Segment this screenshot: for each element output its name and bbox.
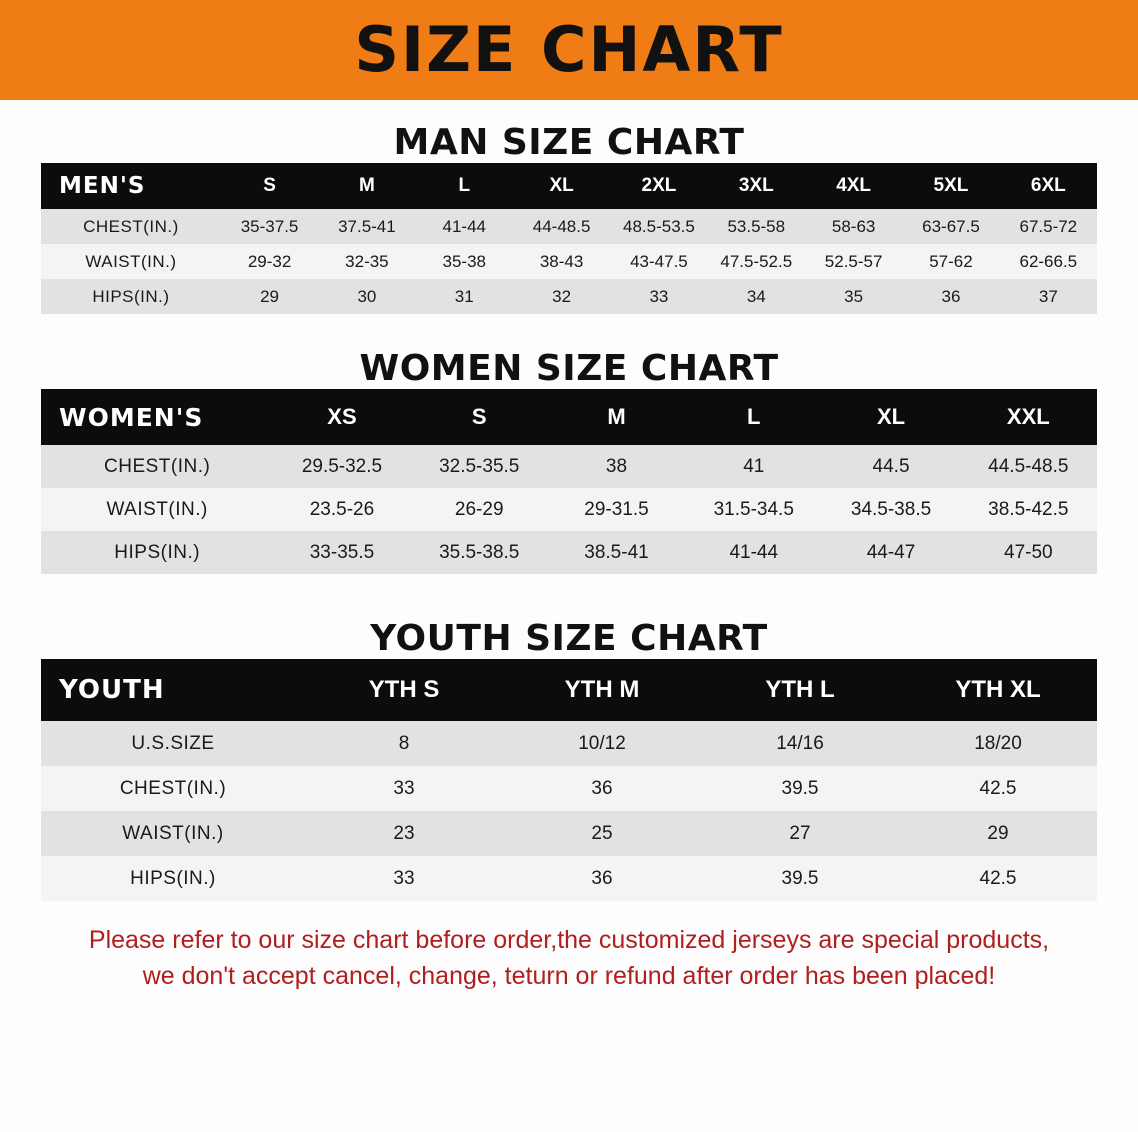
table-cell: 25 — [591, 822, 613, 844]
table-cell: 34 — [746, 286, 766, 306]
table-cell: 37.5-41 — [338, 216, 396, 236]
table-cell: 53.5-58 — [727, 216, 786, 236]
table-row — [41, 488, 1097, 531]
table-cell: 29-32 — [247, 251, 292, 271]
table-cell: 26-29 — [454, 498, 504, 520]
women-section-heading: WOMEN SIZE CHART — [359, 348, 779, 389]
table-cell: 44-47 — [866, 541, 916, 563]
row-label: HIPS(IN.) — [114, 541, 201, 563]
table-row — [41, 811, 1097, 856]
table-cell: 57-62 — [929, 251, 973, 271]
table-cell: 32-35 — [345, 251, 389, 271]
row-label: WAIST(IN.) — [106, 498, 208, 520]
table-cell: 37 — [1038, 286, 1058, 306]
table-cell: 38.5-42.5 — [988, 498, 1069, 520]
table-cell: 39.5 — [781, 867, 819, 889]
column-header: YTH XL — [955, 676, 1041, 703]
policy-note-line-1: Please refer to our size chart before order,the customized jerseys are special products, — [88, 926, 1050, 954]
table-cell: 38-43 — [539, 251, 584, 271]
table-cell: 36 — [941, 286, 961, 306]
column-header: L — [747, 404, 761, 429]
table-cell: 29 — [987, 822, 1009, 844]
table-cell: 41-44 — [442, 216, 486, 236]
table-cell: 42.5 — [979, 867, 1017, 889]
table-row — [41, 531, 1097, 574]
row-label: HIPS(IN.) — [130, 867, 216, 889]
man-size-table — [41, 163, 1097, 314]
table-cell: 47-50 — [1004, 541, 1053, 563]
column-header: 3XL — [738, 175, 774, 196]
table-cell: 29-31.5 — [584, 498, 649, 520]
column-header: WOMEN'S — [59, 402, 204, 432]
table-header-row — [41, 659, 1097, 721]
table-cell: 44-48.5 — [532, 216, 591, 236]
table-cell: 33 — [393, 777, 415, 799]
table-cell: 32.5-35.5 — [439, 455, 520, 477]
table-cell: 34.5-38.5 — [850, 498, 932, 520]
table-cell: 32 — [552, 286, 572, 306]
women-size-table — [41, 389, 1097, 574]
table-cell: 27 — [789, 822, 811, 844]
page-title: SIZE CHART — [354, 13, 784, 86]
youth-table-wrapper — [41, 659, 1097, 901]
table-cell: 58-63 — [831, 216, 876, 236]
table-cell: 38 — [605, 455, 628, 477]
column-header: YTH L — [765, 676, 835, 703]
table-cell: 31.5-34.5 — [713, 498, 794, 520]
table-header-row — [41, 389, 1097, 445]
man-section-heading: MAN SIZE CHART — [393, 122, 745, 163]
table-cell: 67.5-72 — [1019, 216, 1078, 236]
row-label: U.S.SIZE — [131, 732, 215, 754]
column-header: 5XL — [933, 175, 969, 196]
table-cell: 38.5-41 — [584, 541, 649, 563]
table-cell: 42.5 — [979, 777, 1017, 799]
row-label: CHEST(IN.) — [104, 455, 211, 477]
table-cell: 36 — [591, 777, 613, 799]
column-header: XL — [876, 404, 906, 429]
column-header: M — [607, 404, 626, 429]
policy-note-line-2: we don't accept cancel, change, teturn or refund after order has been placed! — [142, 961, 996, 990]
column-header: YTH S — [368, 676, 440, 703]
table-header-row — [41, 163, 1097, 209]
table-cell: 36 — [591, 867, 613, 889]
row-label: HIPS(IN.) — [92, 286, 170, 306]
man-table-wrapper — [41, 163, 1097, 314]
row-label: WAIST(IN.) — [85, 251, 177, 271]
column-header: 6XL — [1030, 175, 1066, 196]
table-cell: 35 — [844, 286, 864, 306]
table-cell: 29.5-32.5 — [301, 455, 383, 477]
table-row — [41, 766, 1097, 811]
table-cell: 29 — [260, 286, 280, 306]
table-cell: 48.5-53.5 — [623, 216, 695, 236]
top-banner — [0, 0, 1138, 100]
table-cell: 44.5 — [872, 455, 910, 477]
table-cell: 35-37.5 — [240, 216, 299, 236]
table-cell: 33 — [393, 867, 415, 889]
table-row — [41, 856, 1097, 901]
column-header: XXL — [1006, 404, 1050, 429]
table-row — [41, 721, 1097, 766]
table-cell: 8 — [398, 732, 410, 754]
column-header: S — [263, 175, 276, 196]
table-cell: 33-35.5 — [309, 541, 375, 563]
column-header: XS — [327, 404, 357, 429]
table-cell: 10/12 — [578, 732, 626, 754]
row-label: CHEST(IN.) — [119, 777, 227, 799]
column-header: L — [458, 175, 471, 196]
row-label: CHEST(IN.) — [83, 216, 179, 236]
table-cell: 30 — [357, 286, 377, 306]
column-header: 4XL — [836, 175, 872, 196]
row-label: WAIST(IN.) — [122, 822, 224, 844]
table-cell: 41-44 — [729, 541, 779, 563]
table-cell: 33 — [649, 286, 669, 306]
table-cell: 23.5-26 — [309, 498, 375, 520]
table-cell: 14/16 — [776, 732, 824, 754]
column-header: M — [358, 175, 375, 196]
women-table-wrapper — [41, 389, 1097, 574]
table-row — [41, 209, 1097, 244]
table-cell: 35-38 — [442, 251, 486, 271]
column-header: 2XL — [641, 175, 677, 196]
youth-size-table — [41, 659, 1097, 901]
table-row — [41, 279, 1097, 314]
table-cell: 62-66.5 — [1019, 251, 1078, 271]
table-row — [41, 244, 1097, 279]
table-cell: 47.5-52.5 — [720, 251, 793, 271]
table-cell: 63-67.5 — [922, 216, 980, 236]
table-cell: 35.5-38.5 — [439, 541, 520, 563]
table-cell: 52.5-57 — [824, 251, 883, 271]
column-header: MEN'S — [59, 173, 146, 199]
table-cell: 39.5 — [781, 777, 819, 799]
table-cell: 31 — [454, 286, 474, 306]
column-header: YOUTH — [59, 675, 165, 705]
column-header: YTH M — [564, 676, 640, 703]
table-cell: 18/20 — [974, 732, 1022, 754]
policy-note — [41, 923, 1097, 994]
youth-section-heading: YOUTH SIZE CHART — [370, 618, 768, 659]
column-header: S — [471, 404, 487, 429]
table-row — [41, 445, 1097, 488]
table-cell: 44.5-48.5 — [988, 455, 1069, 477]
table-cell: 23 — [393, 822, 415, 844]
column-header: XL — [549, 175, 574, 196]
table-cell: 41 — [743, 455, 765, 477]
table-cell: 43-47.5 — [630, 251, 688, 271]
